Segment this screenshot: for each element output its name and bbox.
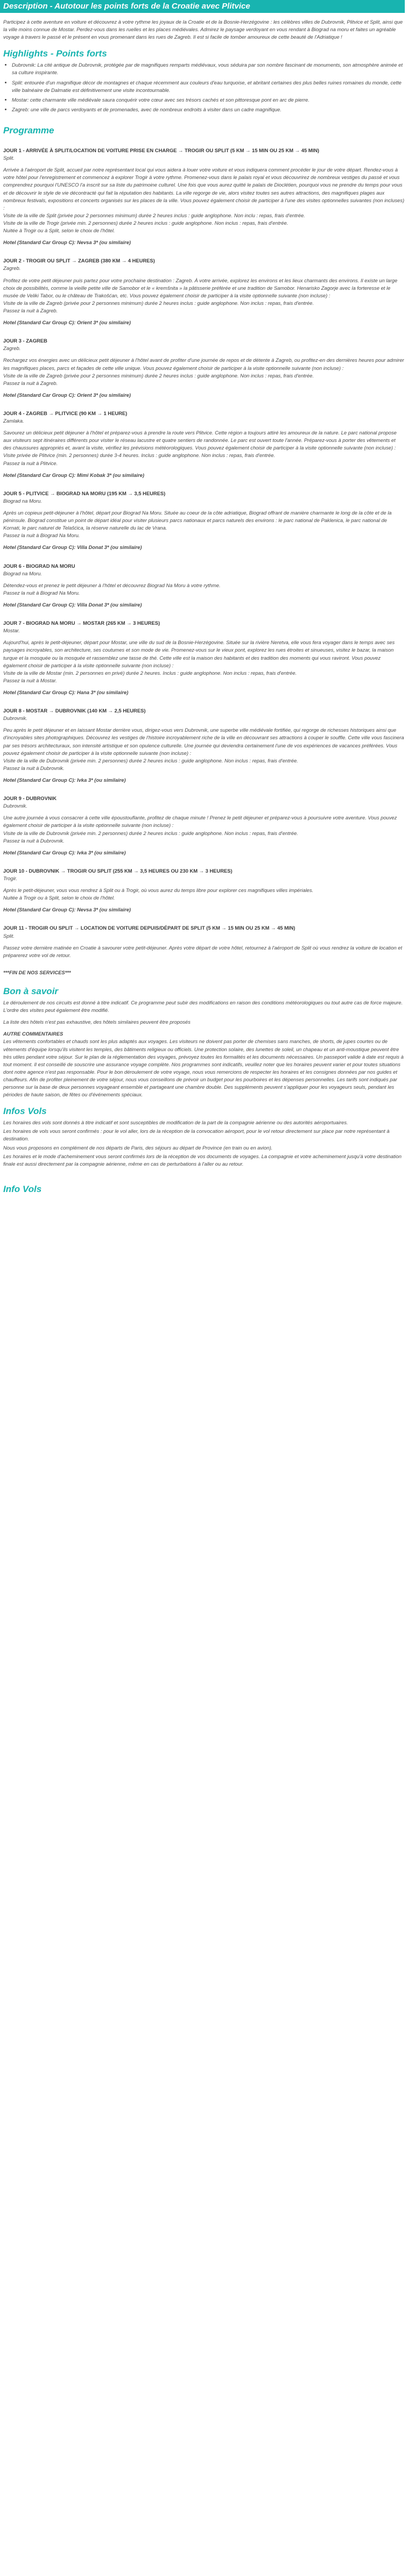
day-block [3,147,405,246]
day-hotel: Hotel (Standard Car Group C): Nevsa 3* (ou similaire) [3,907,131,913]
day-text: Visite de la ville de Trogir (privée min. 2 personnes) durée 2 heures inclus : guide anglophone. Non inclus : repas, frais d'entrée. [3,219,289,226]
intro-paragraph: Participez à cette aventure en voiture et découvrez à votre rythme les joyaux de la Croatie et de la Bosnie-Herzégovine : les célèbres villes de Dubrovnik, Plitvice et Split, ainsi que la ville moins connue de Mostar. Perdez-vous dans les ruelles et les places médiévales. Admirez le paysage verdoyant en vous rendant à Biograd na moru et faites un agréable voyage à travers le passé et le présent en vous promenant dans les rues de Zagreb. Il est si facile de tomber amoureux de cette beauté de l'Adriatique ! [3,19,403,40]
day-text: Détendez-vous et prenez le petit déjeuner à l'hôtel et découvrez Biograd Na Moru à votre rythme. [3,582,221,588]
day-block [3,337,405,399]
day-text: Rechargez vos énergies avec un délicieux petit déjeuner à l'hôtel avant de profiter d'une journée de repos et de détente à Zagreb, ou profitez-en des dernières heures pour admirer les magnifiques places, parcs et façades de cette ville unique. Vous pouvez également choisir de participer à la visite optionnelle suivante (non incluse) : [3,357,404,371]
day-text: Arrivée à l'aéroport de Split, accueil par notre représentant local qui vous aidera à louer votre voiture et vous indiquera comment procéder le jour de votre départ. Rendez-vous à votre hôtel pour l'enregistrement et commencez à explorer Trogir à votre rythme. Promenez-vous dans le palais royal et vous découvrirez de nombreux vestiges du passé et vous comprendrez pourquoi l'UNESCO l'a inscrit sur sa liste du patrimoine culturel. Une fois que vous aurez quitté le palais de Dioclétien, pourquoi vous ne prendre du temps pour vous et de découvrir le style de vie décontracté qui fait la réputation des habitants. La ville regorge de vie, alors visitez toutes ses autres attractions, des magnifiques plages aux nombreux festivals, expositions et concerts organisés sur les places de la ville. Vous pouvez également choisir de participer à l'une des visites optionnelles suivantes (non incluses) : [3,167,405,211]
day-hotel: Hotel (Standard Car Group C): Villa Donat 3* (ou similaire) [3,602,142,608]
day-text: Passez la nuit à Biograd Na Moru. [3,532,80,539]
day-hotel: Hotel (Standard Car Group C): Hana 3* (ou similaire) [3,689,129,695]
day-place: Dubrovnik. [3,715,27,722]
day-text: Visite de la ville de Zagreb (privée pour 2 personnes minimum) durée 2 heures inclus : guide anglophone. Non inclus : repas, frais d'entrée. [3,299,314,306]
day-block [3,924,405,959]
end-of-services: ***FIN DE NOS SERVICES*** [3,969,71,975]
day-text: Passez la nuit à Zagreb. [3,307,58,313]
day-text: Visite de la ville de Split (privée pour 2 personnes minimum) durée 2 heures inclus : guide anglophone. Non inclu : repas, frais d'entrée. [3,212,305,218]
day-block [3,867,405,914]
day-place: Biograd na Moru. [3,570,42,576]
title-banner [0,0,405,13]
flight-info-paragraph: Les horaires et le mode d'acheminement vous seront confirmés lors de la réception de vos documents de voyages. La compagnie et votre acheminement jusqu'à votre destination finale est aussi directement par la compagnie aérienne, même en cas de perturbations à l'aller ou au retour. [3,1153,402,1167]
highlights-heading: Highlights - Points forts [3,48,107,59]
day-text: Aujourd'hui, après le petit-déjeuner, départ pour Mostar, une ville du sud de la Bosnie-Herzégovine. Située sur la rivière Neretva, elle vous fera voyager dans le temps avec ses paysages incroyables, son architecture, ses coutumes et son mode de vie. Promenez-vous sur le vieux pont, explorez les rues étroites et sinueuses, visitez le bazar, la maison turque et la mosquée ou la mosquée et rassemblez une tasse de thé. Cette ville est la maison des habitants et des tradition des moments qui vous raviront. Vous pouvez également choisir de participer à la visite optionnelle suivante (non incluse) : [3,639,395,668]
highlight-item: • Mostar: cette charmante ville médiévale saura conquérir votre cœur avec ses trésors cachés et son pittoresque pont en arc de pierre. [12,96,405,104]
day-text: Peu après le petit déjeuner et en laissant Mostar derrière vous, dirigez-vous vers Dubrovnik, une superbe ville médiévale fortifiée, qui regorge de richesses historiques ainsi que d'incroyables sites photographiques. Découvrez les vestiges de l'histoire incroyablement riche de la ville en découvrant ses attractions à couper le souffle. Cette ville vous fascinera par ses trésors architecturaux, son intensité artistique et son opulence culturelle. Une journée qui deviendra certainement l'une de vos expériences de vacances préférées. Vous pouvez également choisir de participer à la visite optionnelle suivante (non incluse) : [3,727,404,756]
day-text: Une autre journée à vous consacrer à cette ville époustouflante, profitez de chaque minute ! Prenez le petit déjeuner et préparez-vous à poursuivre votre aventure. Vous pouvez également choisir de participer à la visite optionnelle suivante (non incluse) : [3,815,397,829]
good-to-know-paragraph: Le déroulement de nos circuits est donné à titre indicatif. Ce programme peut subir des modifications en raison des conditions météorologiques ou tout autre cas de force majeure. L'ordre des visites peut également être modifié. [3,999,403,1014]
day-text: Nuitée à Trogir ou à Split, selon le choix de l'hôtel. [3,227,115,234]
day-block [3,619,405,696]
day-text: Passez la nuit à Biograd Na Moru. [3,589,80,596]
flight-info-heading-2: Info Vols [3,1183,42,1194]
day-place: Mostar. [3,627,20,634]
flight-info-paragraph: Les horaires de vols vous seront confirmés : pour le vol aller, lors de la réception de la convocation aéroport, pour le vol retour directement sur place par notre représentant à destination. [3,1128,390,1142]
programme-heading: Programme [3,125,54,135]
other-comments-text: Les vêtements confortables et chauds sont les plus adaptés aux voyages. Les visiteurs ne doivent pas porter de chemises sans manches, de shorts, de jupes courtes ou de vêtements d'équipe lorsqu'ils visitent les temples, des bâtiments religieux ou officiels. Une protection solaire, des lunettes de soleil, un chapeau et un anti-moustique peuvent être très utiles pendant votre séjour. Sur le plan de la réglementation des voyages, prévoyez toutes les formalités et les documents nécessaires. Un passeport valide à date est requis à tout moment. Il est conseillé de souscrire une assurance voyage complète. Nos programmes sont indicatifs, veuillez noter que les horaires peuvent varier et pour toutes situations dont notre agence n'est pas responsable. Pour le bon déroulement de votre voyage, nous vous remercions de respecter les horaires et les consignes données par nos guides et chauffeurs. Afin de profiter pleinement de votre séjour, nous vous conseillons de prévoir un budget pour les pourboires et les dépenses personnelles. Les tarifs sont indiqués par personne sur la base de deux personnes voyageant ensemble et partageant une chambre double. Des suppléments peuvent s'appliquer pour les voyageurs seuls, pendant les périodes de haute saison, de fêtes ou d'événements spéciaux. [3,1038,404,1098]
flight-info-heading: Infos Vols [3,1106,47,1117]
day-title: JOUR 6 - BIOGRAD NA MORU [3,562,75,569]
day-text: Profitez de votre petit déjeuner puis partez pour votre prochaine destination : Zagreb. À votre arrivée, explorez les environs et les lieux charmants des environs. Il existe un large choix de possibilités, comme la vieille petite ville de Samobor et le « kremšnita » la pâtisserie préférée et une tradition de Samobor. Henarisko Zagorje avec la forteresse et le musée de Veliki Tabor, ou le château de Trakošćan, etc. Vous pouvez également choisir de participer à la visite optionnelle suivante (non incluse) : [3,277,398,298]
day-hotel: Hotel (Standard Car Group C): Orient 3* (ou similaire) [3,391,131,398]
day-text: Passez votre dernière matinée en Croatie à savourer votre petit-déjeuner. Après votre départ de votre hôtel, retournez à l'aéroport de Split où vous rendrez la voiture de location et préparerez votre vol de retour. [3,944,403,958]
day-block [3,562,405,609]
day-hotel: Hotel (Standard Car Group C): Nevsa 3* (ou similaire) [3,239,131,246]
day-title: JOUR 4 - ZAGREB → PLITVICE (90 KM → 1 HEURE) [3,410,128,416]
day-place: Split. [3,155,15,161]
day-text: Passez la nuit à Zagreb. [3,380,58,386]
day-hotel: Hotel (Standard Car Group C): Ivka 3* (ou similaire) [3,849,126,855]
day-hotel: Hotel (Standard Car Group C): Mimi Kobak 3* (ou similaire) [3,472,145,478]
day-text: Visite privée de Plitvice (min. 2 personnes) durée 3-4 heures. Inclus : guide anglophone. Non inclus : repas, frais d'entrée. [3,452,276,459]
good-to-know-paragraph: La liste des hôtels n'est pas exhaustive, des hôtels similaires peuvent être proposés [3,1019,191,1025]
day-text: Après un copieux petit-déjeuner à l'hôtel, départ pour Biograd Na Moru. Située au coeur de la côte adriatique, Biograd offrant de manière charmante le long de la côte et de la péninsule. Biograd constitue un point de départ idéal pour visiter plusieurs parcs nationaux et parcs naturels des environs : le parc national de Paklenica, le parc national de Kornati, le parc naturel de Telašćica, la réserve naturelle du lac de Vrana. [3,510,392,531]
day-block [3,707,405,784]
day-text: Visite de la ville de Mostar (min. 2 personnes en privé) durée 2 heures. Inclus : guide anglophone. Non inclus : repas, frais d'entrée. [3,669,297,676]
page-title: Description - Autotour les points forts de la Croatie avec Plitvice [3,2,250,11]
day-place: Dubrovnik. [3,803,27,809]
flight-info-paragraph: Les horaires des vols sont donnés à titre indicatif et sont susceptibles de modification de la part de la compagnie aérienne ou des autorités aéroportuaires. [3,1119,348,1126]
flight-info-paragraph: Nous vous proposons en complément de nos départs de Paris, des séjours au départ de Province (en train ou en avion). [3,1144,273,1151]
day-text: Passez la nuit à Dubrovnik. [3,765,65,771]
day-place: Zagreb. [3,345,21,352]
day-text: Savourez un délicieux petit déjeuner à l'hôtel et préparez-vous à prendre la route vers Plitvice. Cette région a toujours attiré les amoureux de la nature. Le parc national propose aux visiteurs sept itinéraires différents pour visiter le réseau lacustre et quatre sentiers de randonnée. Le parc est ouvert toute l'année. Préparez-vous à porter des vêtements et des chaussures appropriés et, avant la visite, vérifiez les prévisions météorologiques. Vous pouvez également choisir de participer à la visite optionnelle suivante (non incluse) : [3,430,397,451]
day-text: Passez la nuit à Plitvice. [3,460,58,466]
day-block [3,490,405,552]
day-hotel: Hotel (Standard Car Group C): Orient 3* (ou similaire) [3,319,131,326]
day-title: JOUR 3 - ZAGREB [3,338,47,344]
day-text: Passez la nuit à Mostar. [3,677,57,683]
highlight-item: • Zagreb: une ville de parcs verdoyants et de promenades, avec de nombreux endroits à visiter dans un cadre magnifique. [12,106,405,113]
day-title: JOUR 1 - ARRIVÉE À SPLIT/LOCATION DE VOITURE PRISE EN CHARGE → TROGIR OU SPLIT (5 KM → 15 MIN OU 25 KM → 45 MIN) [3,147,320,153]
day-title: JOUR 5 - PLITVICE → BIOGRAD NA MORU (195 KM → 3,5 HEURES) [3,490,166,496]
day-title: JOUR 8 - MOSTAR → DUBROVNIK (140 KM → 2,5 HEURES) [3,708,146,714]
day-list [3,147,405,959]
day-title: JOUR 7 - BIOGRAD NA MORU → MOSTAR (265 KM → 3 HEURES) [3,620,160,626]
day-block [3,410,405,479]
day-place: Zamlaka. [3,418,24,424]
day-title: JOUR 2 - TROGIR OU SPLIT → ZAGREB (380 KM → 4 HEURES) [3,258,155,264]
day-text: Nuitée à Trogir ou à Split, selon le choix de l'hôtel. [3,895,115,901]
day-text: Après le petit-déjeuner, vous vous rendrez à Split ou à Trogir, où vous aurez du temps libre pour explorer ces magnifiques villes impériales. [3,887,314,894]
day-hotel: Hotel (Standard Car Group C): Villa Donat 3* (ou similaire) [3,544,142,551]
day-place: Split. [3,932,15,939]
day-place: Biograd na Moru. [3,497,42,504]
day-text: Visite de la ville de Dubrovnik (privée min. 2 personnes) durée 2 heures inclus : guide anglophone. Non inclus : repas, frais d'entrée. [3,757,298,763]
day-text: Passez la nuit à Dubrovnik. [3,837,65,844]
day-place: Trogir. [3,875,18,881]
day-title: JOUR 10 - DUBROVNIK → TROGIR OU SPLIT (255 KM → 3,5 HEURES OU 230 KM → 3 HEURES) [3,867,233,874]
good-to-know-heading: Bon à savoir [3,986,59,996]
day-block [3,795,405,857]
highlight-item: • Split: entourée d'un magnifique décor de montagnes et chaque récemment aux couleurs d'eau turquoise, et abritant certaines des plus belles ruines romaines du monde, cette ville balnéaire de Dalmatie est définitivement une visite incontournable. [12,79,405,94]
highlights-list [3,61,405,113]
day-block [3,257,405,326]
day-title: JOUR 11 - TROGIR OU SPLIT → LOCATION DE VOITURE DEPUIS/DÉPART DE SPLIT (5 KM → 15 MIN OU 25 KM → 45 MIN) [3,925,296,931]
highlight-item: • Dubrovnik: La cité antique de Dubrovnik, protégée par de magnifiques remparts médiévaux, vous séduira par son nombre fascinant de monuments, son atmosphère animée et sa culture inspirante. [12,61,405,76]
day-place: Zagreb. [3,265,21,272]
day-hotel: Hotel (Standard Car Group C): Ivka 3* (ou similaire) [3,776,126,783]
content [0,18,408,1195]
day-text: Visite de la ville de Zagreb (privée pour 2 personnes minimum) durée 2 heures inclus : guide anglophone. Non inclus : repas, frais d'entrée. [3,372,314,379]
day-title: JOUR 9 - DUBROVNIK [3,795,57,802]
day-text: Visite de la ville de Dubrovnik (privée min. 2 personnes) durée 2 heures inclus : guide anglophone. Non inclus : repas, frais d'entrée. [3,830,298,836]
other-comments-heading: AUTRE COMMENTAIRES [3,1031,64,1037]
